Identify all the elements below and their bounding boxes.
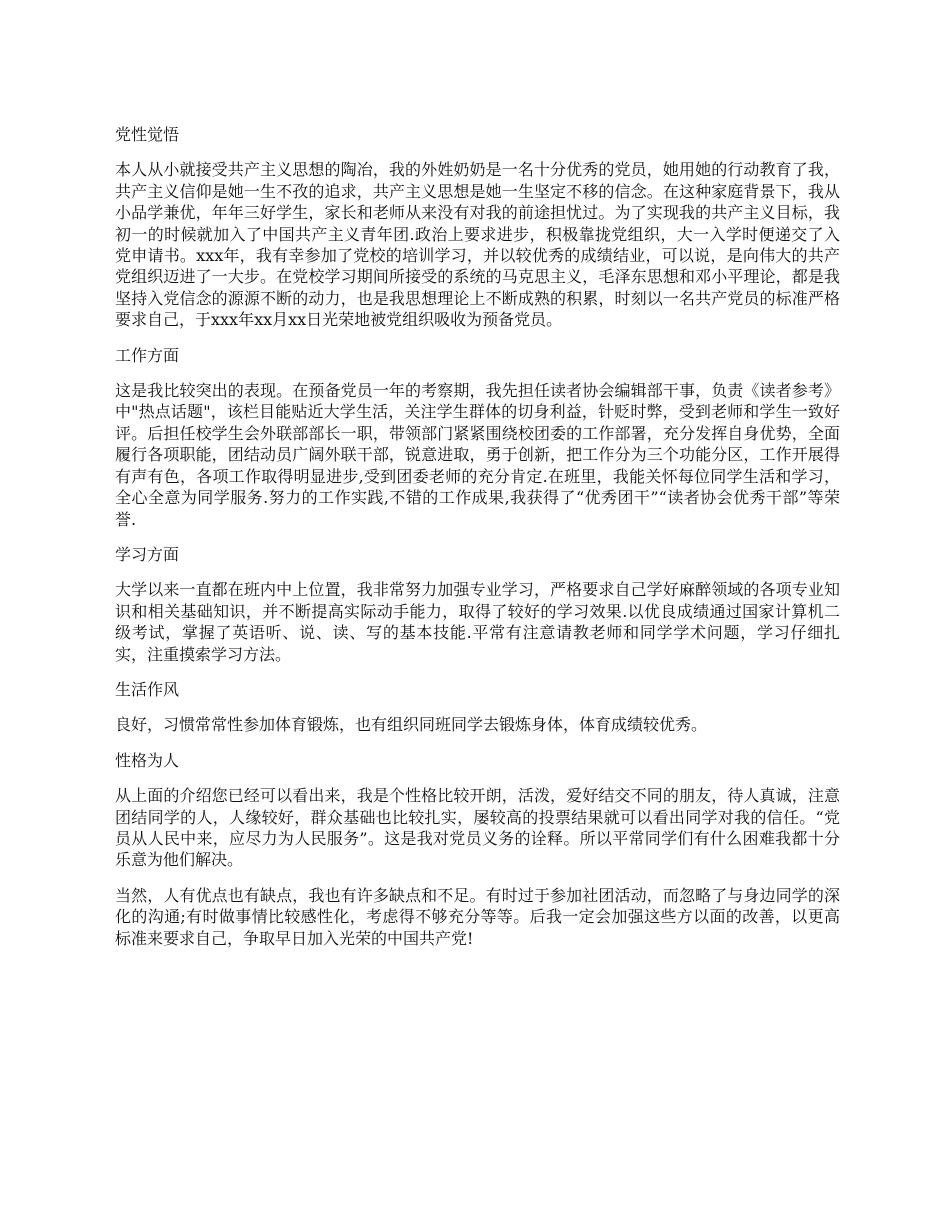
section-heading: 性格为人 (115, 750, 180, 770)
section-personality (115, 750, 840, 949)
section-party-awareness (115, 124, 840, 331)
section-lifestyle (115, 679, 840, 736)
section-study (115, 544, 840, 665)
section-heading: 工作方面 (115, 345, 180, 365)
section-heading: 学习方面 (115, 544, 180, 564)
section-paragraph: 这是我比较突出的表现。在预备党员一年的考察期，我先担任读者协会编辑部干事，负责《读者参考》中"热点话题"，该栏目能贴近大学生活，关注学生群体的切身利益，针贬时弊，受到老师和学生一致好评。后担任校学生会外联部部长一职，带领部门紧紧围绕校团委的工作部署，充分发挥自身优势，全面履行各项职能，团结动员广阔外联干部，锐意进取，勇于创新，把工作分为三个功能分区，工作开展得有声有色，各项工作取得明显进步,受到团委老师的充分肯定.在班里，我能关怀每位同学生活和学习，全心全意为同学服务.努力的工作实践,不错的工作成果,我获得了“优秀团干”“读者协会优秀干部”等荣誉. (115, 381, 840, 529)
section-paragraph: 大学以来一直都在班内中上位置，我非常努力加强专业学习，严格要求自己学好麻醉领域的各项专业知识和相关基础知识，并不断提高实际动手能力，取得了较好的学习效果.以优良成绩通过国家计算机二级考试，掌握了英语听、说、读、写的基本技能.平常有注意请教老师和同学学术问题，学习仔细扎实，注重摸索学习方法。 (115, 580, 840, 664)
section-work (115, 345, 840, 530)
section-heading: 生活作风 (115, 679, 180, 699)
section-paragraph: 本人从小就接受共产主义思想的陶冶，我的外姓奶奶是一名十分优秀的党员，她用她的行动教育了我，共产主义信仰是她一生不孜的追求，共产主义思想是她一生坚定不移的信念。在这种家庭背景下，我从小品学兼优，年年三好学生，家长和老师从来没有对我的前途担忧过。为了实现我的共产主义目标，我初一的时候就加入了中国共产主义青年团.政治上要求进步，积极靠拢党组织，大一入学时便递交了入党申请书。xxx年，我有幸参加了党校的培训学习，并以较优秀的成绩结业，可以说，是向伟大的共产党组织迈进了一大步。在党校学习期间所接受的系统的马克思主义，毛泽东思想和邓小平理论，都是我坚持入党信念的源源不断的动力，也是我思想理论上不断成熟的积累，时刻以一名共产党员的标准严格要求自己，于xxx年xx月xx日光荣地被党组织吸收为预备党员。 (115, 160, 840, 330)
document-page (115, 124, 840, 963)
section-paragraph: 从上面的介绍您已经可以看出来，我是个性格比较开朗，活泼，爱好结交不同的朋友，待人真诚，注意团结同学的人，人缘较好，群众基础也比较扎实，屡较高的投票结果就可以看出同学对我的信任。“党员从人民中来，应尽力为人民服务”。这是我对党员义务的诠释。所以平常同学们有什么困难我都十分乐意为他们解决。 (115, 786, 840, 870)
section-paragraph: 良好，习惯常常性参加体育锻炼，也有组织同班同学去锻炼身体，体育成绩较优秀。 (115, 715, 708, 735)
section-paragraph: 当然，人有优点也有缺点，我也有许多缺点和不足。有时过于参加社团活动，而忽略了与身边同学的深化的沟通;有时做事情比较感性化，考虑得不够充分等等。后我一定会加强这些方以面的改善，以更高标准来要求自己，争取早日加入光荣的中国共产党! (115, 885, 840, 948)
section-heading: 党性觉悟 (115, 125, 180, 144)
